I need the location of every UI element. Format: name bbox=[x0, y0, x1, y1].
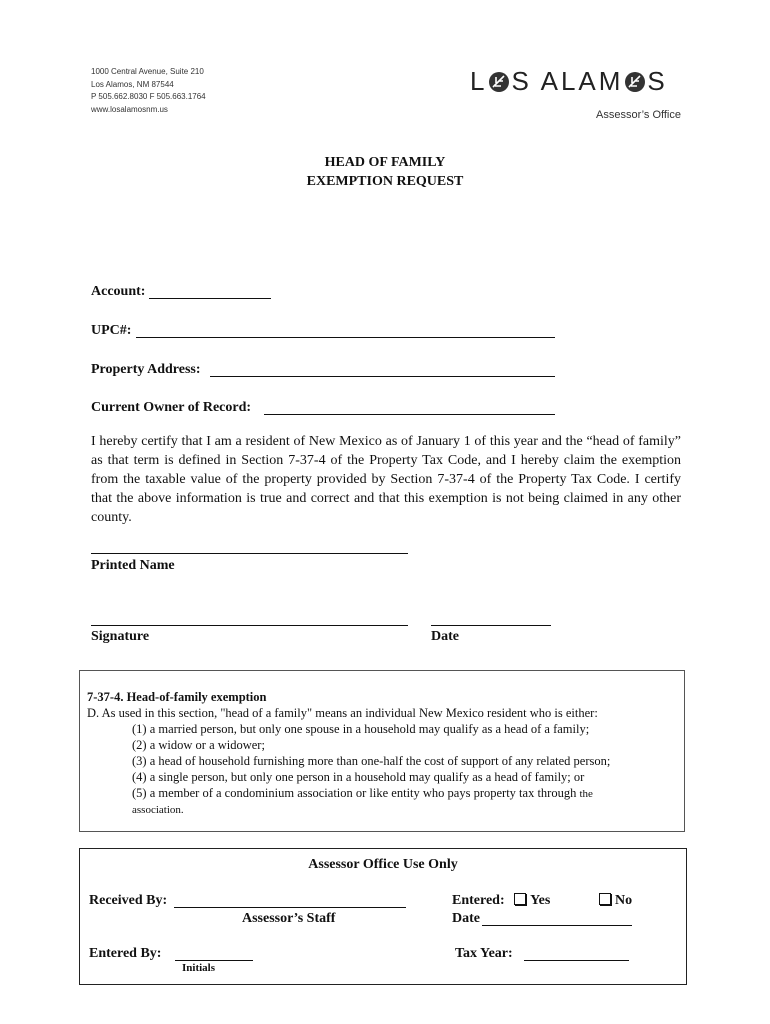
tax-year-label: Tax Year: bbox=[455, 946, 513, 961]
office-use-heading: Assessor Office Use Only bbox=[308, 857, 458, 872]
leaf-o-icon bbox=[488, 71, 510, 93]
statute-title: 7-37-4. Head-of-family exemption bbox=[87, 690, 267, 704]
property-address-label: Property Address: bbox=[91, 362, 201, 377]
yes-checkbox[interactable] bbox=[514, 893, 526, 905]
no-checkbox[interactable] bbox=[599, 893, 611, 905]
office-address bbox=[91, 66, 206, 116]
logo-text: S bbox=[647, 66, 668, 96]
statute-box bbox=[79, 670, 685, 832]
signature-field[interactable] bbox=[91, 625, 408, 626]
office-date-label: Date bbox=[452, 911, 480, 926]
title-line-1: HEAD OF FAMILY bbox=[324, 155, 446, 170]
logo-text: S ALAM bbox=[511, 66, 624, 96]
tax-year-field[interactable] bbox=[524, 960, 629, 961]
account-field[interactable] bbox=[149, 298, 271, 299]
certification-statement: I hereby certify that I am a resident of New Mexico as of January 1 of this year and the “head of family” as that term is defined in Section 7-37-4 of the Property Tax Code, and I hereby claim the exemption from the taxable value of the property provided by Section 7-37-4 of the Property Tax Code. I certify that the above information is true and correct and that this exemption is not being claimed in any other county. bbox=[91, 434, 681, 525]
statute-item-5-tail: the bbox=[579, 788, 593, 800]
website: www.losalamosnm.us bbox=[91, 104, 168, 114]
statute-items bbox=[87, 721, 684, 818]
office-use-box bbox=[79, 848, 687, 985]
printed-name-label: Printed Name bbox=[91, 558, 175, 573]
upc-field[interactable] bbox=[136, 337, 555, 338]
received-by-field[interactable] bbox=[174, 907, 406, 908]
initials-label: Initials bbox=[182, 962, 216, 974]
printed-name-field[interactable] bbox=[91, 553, 408, 554]
entered-status bbox=[452, 893, 550, 909]
upc-label: UPC#: bbox=[91, 323, 132, 338]
office-date-field[interactable] bbox=[482, 925, 632, 926]
statute-intro: D. As used in this section, "head of a family" means an individual New Mexico resident who is either: bbox=[87, 706, 598, 720]
current-owner-label: Current Owner of Record: bbox=[91, 400, 252, 415]
assessors-office-label: Assessor’s Office bbox=[596, 109, 681, 121]
leaf-o-icon bbox=[624, 71, 646, 93]
statute-item-5-text: (5) a member of a condominium association or like entity who pays property tax through bbox=[132, 786, 577, 800]
entered-by-label: Entered By: bbox=[89, 946, 162, 961]
no-option bbox=[599, 893, 632, 909]
entered-by-field[interactable] bbox=[175, 960, 253, 961]
form-title bbox=[0, 153, 770, 191]
statute-item: (2) a widow or a widower; bbox=[132, 738, 265, 752]
address-line: 1000 Central Avenue, Suite 210 bbox=[91, 67, 204, 76]
yes-label: Yes bbox=[530, 893, 551, 908]
property-address-field[interactable] bbox=[210, 376, 555, 377]
date-field[interactable] bbox=[431, 625, 551, 626]
assessors-staff-label: Assessor’s Staff bbox=[242, 911, 336, 926]
no-label: No bbox=[615, 893, 633, 908]
account-label: Account: bbox=[91, 284, 146, 299]
logo-text: L bbox=[470, 66, 488, 96]
statute-item bbox=[132, 785, 684, 802]
entered-label: Entered: bbox=[452, 893, 505, 908]
statute-item: (3) a head of household furnishing more than one-half the cost of support of any related person; bbox=[132, 754, 611, 768]
received-by-label: Received By: bbox=[89, 893, 168, 908]
statute-item: (4) a single person, but only one person in a household may qualify as a head of family; or bbox=[132, 770, 585, 784]
address-line: Los Alamos, NM 87544 bbox=[91, 79, 174, 89]
statute-item-5-continuation: association. bbox=[132, 804, 184, 816]
title-line-2: EXEMPTION REQUEST bbox=[306, 174, 464, 189]
statute-item: (1) a married person, but only one spouse in a household may qualify as a head of a family; bbox=[132, 722, 590, 736]
signature-label: Signature bbox=[91, 629, 150, 644]
current-owner-field[interactable] bbox=[264, 414, 555, 415]
address-line: P 505.662.8030 F 505.663.1764 bbox=[91, 92, 206, 101]
los-alamos-logo bbox=[470, 66, 668, 97]
date-label: Date bbox=[431, 629, 459, 644]
